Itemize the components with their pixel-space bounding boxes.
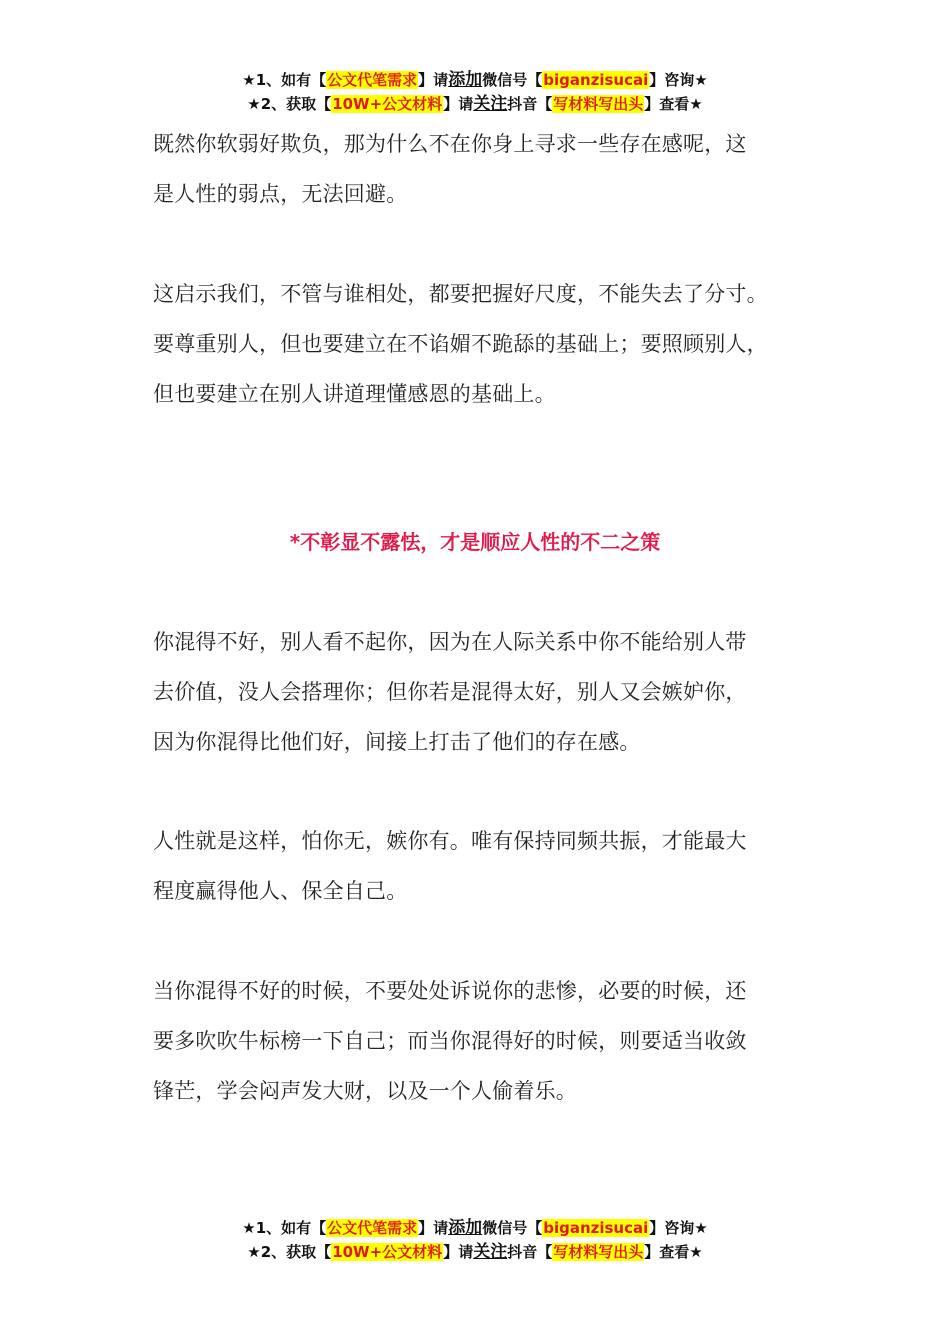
banner-highlight: biganzisucai (543, 71, 649, 89)
banner-text: 】请 (418, 71, 449, 89)
banner-text: 】咨询★ (649, 1219, 708, 1237)
banner-text: 】请 (443, 95, 474, 113)
paragraph-4 (153, 816, 833, 916)
paragraph-line: 要多吹吹牛标榜一下自己；而当你混得好的时候，则要适当收敛 (153, 1029, 747, 1053)
paragraph-line: 但也要建立在别人讲道理懂感恩的基础上。 (153, 382, 556, 406)
banner-text: 】请 (443, 1243, 474, 1261)
paragraph-1 (153, 119, 833, 219)
paragraph-line: 锋芒，学会闷声发大财，以及一个人偷着乐。 (153, 1079, 577, 1103)
bottom-banner (0, 1216, 950, 1264)
banner-underlined: 添加 (448, 70, 483, 90)
paragraph-line: 去价值，没人会搭理你；但你若是混得太好，别人又会嫉妒你， (153, 680, 747, 704)
banner-text: 抖音【 (507, 95, 553, 113)
banner-text: ★1、如有【 (242, 71, 327, 89)
banner-line-1 (0, 68, 950, 92)
banner-line-2 (0, 1240, 950, 1264)
banner-highlight: 写材料写出头 (553, 95, 644, 113)
banner-highlight: 公文代笔需求 (327, 71, 418, 89)
paragraph-line: 你混得不好，别人看不起你，因为在人际关系中你不能给别人带 (153, 630, 747, 654)
banner-underlined: 关注 (473, 94, 508, 114)
banner-text: ★2、获取【 (247, 1243, 332, 1261)
banner-text: 】请 (418, 1219, 449, 1237)
banner-text: 抖音【 (507, 1243, 553, 1261)
banner-highlight: 公文代笔需求 (327, 1219, 418, 1237)
banner-text: 微信号【 (482, 1219, 543, 1237)
paragraph-line: 是人性的弱点，无法回避。 (153, 182, 408, 206)
section-heading: *不彰显不露怯，才是顺应人性的不二之策 (289, 530, 661, 554)
banner-underlined: 添加 (448, 1218, 483, 1238)
paragraph-line: 要尊重别人，但也要建立在不谄媚不跪舔的基础上；要照顾别人， (153, 332, 768, 356)
banner-line-1 (0, 1216, 950, 1240)
top-banner (0, 68, 950, 116)
paragraph-2 (153, 269, 833, 419)
paragraph-line: 程度赢得他人、保全自己。 (153, 879, 408, 903)
paragraph-line: 既然你软弱好欺负，那为什么不在你身上寻求一些存在感呢，这 (153, 132, 747, 156)
banner-highlight: 10W+公文材料 (332, 95, 443, 113)
banner-line-2 (0, 92, 950, 116)
paragraph-line: 因为你混得比他们好，间接上打击了他们的存在感。 (153, 730, 641, 754)
banner-text: 】查看★ (644, 1243, 703, 1261)
paragraph-line: 当你混得不好的时候，不要处处诉说你的悲惨，必要的时候，还 (153, 979, 747, 1003)
banner-text: 】查看★ (644, 95, 703, 113)
paragraph-line: 人性就是这样，怕你无，嫉你有。唯有保持同频共振，才能最大 (153, 829, 747, 853)
paragraph-3 (153, 617, 833, 767)
banner-highlight: 10W+公文材料 (332, 1243, 443, 1261)
banner-text: 微信号【 (482, 71, 543, 89)
paragraph-5 (153, 966, 833, 1116)
banner-text: ★2、获取【 (247, 95, 332, 113)
paragraph-line: 这启示我们，不管与谁相处，都要把握好尺度，不能失去了分寸。 (153, 282, 768, 306)
banner-highlight: 写材料写出头 (553, 1243, 644, 1261)
banner-text: 】咨询★ (649, 71, 708, 89)
banner-highlight: biganzisucai (543, 1219, 649, 1237)
banner-text: ★1、如有【 (242, 1219, 327, 1237)
banner-underlined: 关注 (473, 1242, 508, 1262)
